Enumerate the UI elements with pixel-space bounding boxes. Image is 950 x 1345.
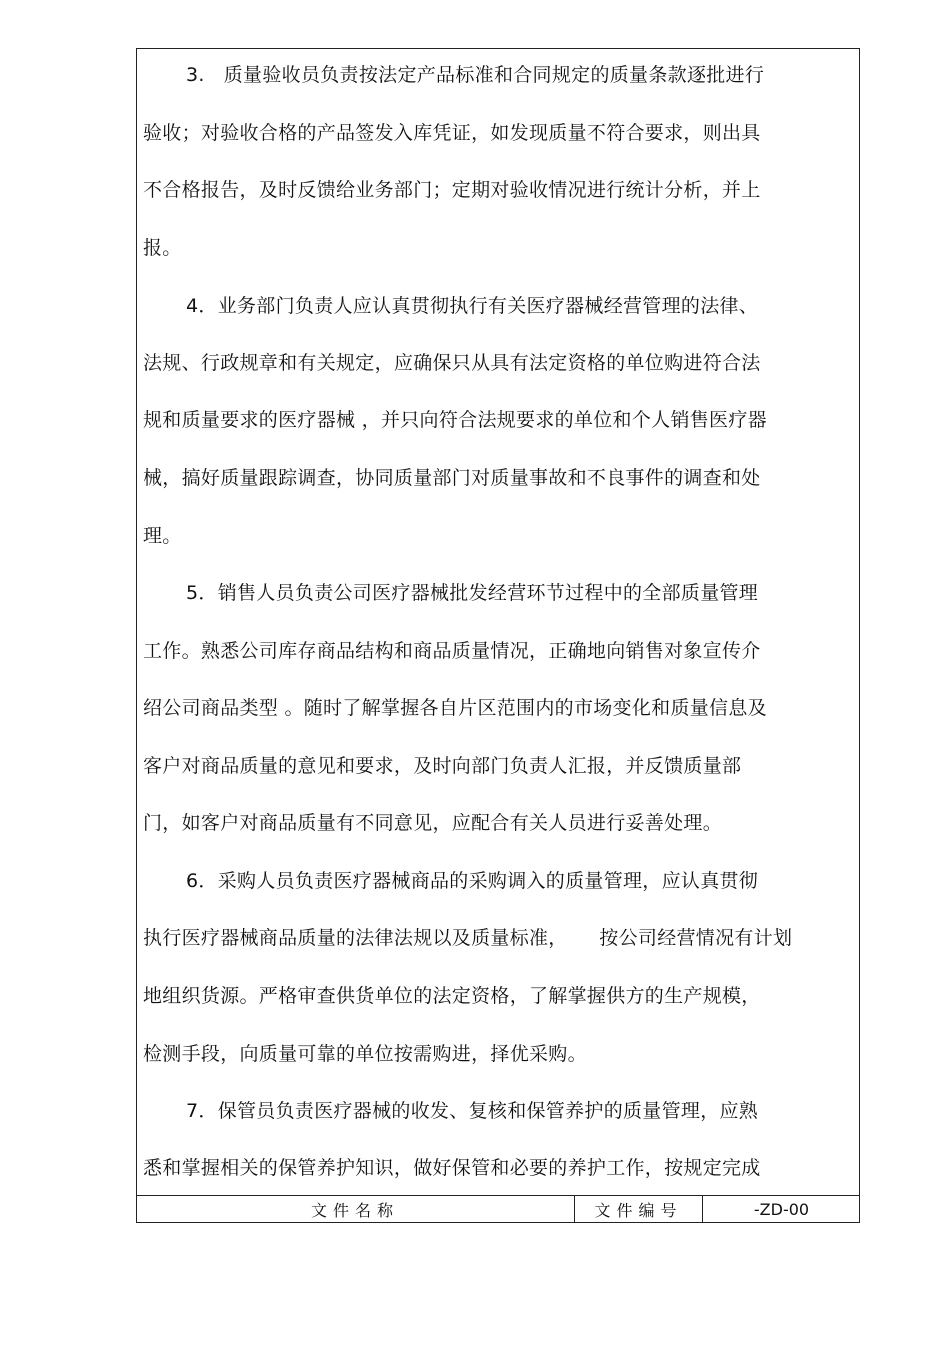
file-number-label: 文件编号 (575, 1196, 703, 1223)
paragraph-6-line-1: 6．采购人员负责医疗器械商品的采购调入的质量管理，应认真贯彻 (186, 870, 759, 892)
document-footer-table (136, 1195, 860, 1223)
paragraph-6-line-2: 执行医疗器械商品质量的法律法规以及质量标准， 按公司经营情况有计划 (143, 927, 793, 949)
file-number-value: -ZD-00 (753, 1200, 810, 1219)
paragraph-4-line-3: 规和质量要求的医疗器械 ，并只向符合法规要求的单位和个人销售医疗器 (143, 409, 767, 431)
paragraph-6-line-3: 地组织货源。严格审查供货单位的法定资格，了解掌握供方的生产规模， (143, 985, 761, 1007)
paragraph-5-line-3: 绍公司商品类型 。随时了解掌握各自片区范围内的市场变化和质量信息及 (143, 697, 767, 719)
paragraph-3-line-1: 3. 质量验收员负责按法定产品标准和合同规定的质量条款逐批进行 (186, 64, 765, 86)
paragraph-4-line-5: 理。 (143, 525, 182, 547)
file-name-label: 文件名称 (136, 1196, 575, 1223)
paragraph-5-line-1: 5．销售人员负责公司医疗器械批发经营环节过程中的全部质量管理 (186, 582, 759, 604)
paragraph-7-line-1: 7．保管员负责医疗器械的收发、复核和保管养护的质量管理，应熟 (186, 1100, 759, 1122)
paragraph-5-line-4: 客户对商品质量的意见和要求，及时向部门负责人汇报，并反馈质量部 (143, 755, 742, 777)
paragraph-3-line-4: 报。 (143, 237, 182, 259)
paragraph-6-line-4: 检测手段，向质量可靠的单位按需购进，择优采购。 (143, 1043, 587, 1065)
paragraph-4-line-1: 4．业务部门负责人应认真贯彻执行有关医疗器械经营管理的法律、 (186, 295, 759, 317)
paragraph-4-line-2: 法规、行政规章和有关规定，应确保只从具有法定资格的单位购进符合法 (143, 352, 761, 374)
paragraph-5-line-2: 工作。熟悉公司库存商品结构和商品质量情况，正确地向销售对象宣传介 (143, 640, 761, 662)
paragraph-3-line-3: 不合格报告，及时反馈给业务部门；定期对验收情况进行统计分析，并上 (143, 179, 761, 201)
paragraph-4-line-4: 械，搞好质量跟踪调查，协同质量部门对质量事故和不良事件的调查和处 (143, 467, 761, 489)
paragraph-5-line-5: 门，如客户对商品质量有不同意见，应配合有关人员进行妥善处理。 (143, 812, 723, 834)
paragraph-3-line-2: 验收；对验收合格的产品签发入库凭证，如发现质量不符合要求，则出具 (143, 122, 761, 144)
paragraph-7-line-2: 悉和掌握相关的保管养护知识，做好保管和必要的养护工作，按规定完成 (143, 1157, 761, 1179)
